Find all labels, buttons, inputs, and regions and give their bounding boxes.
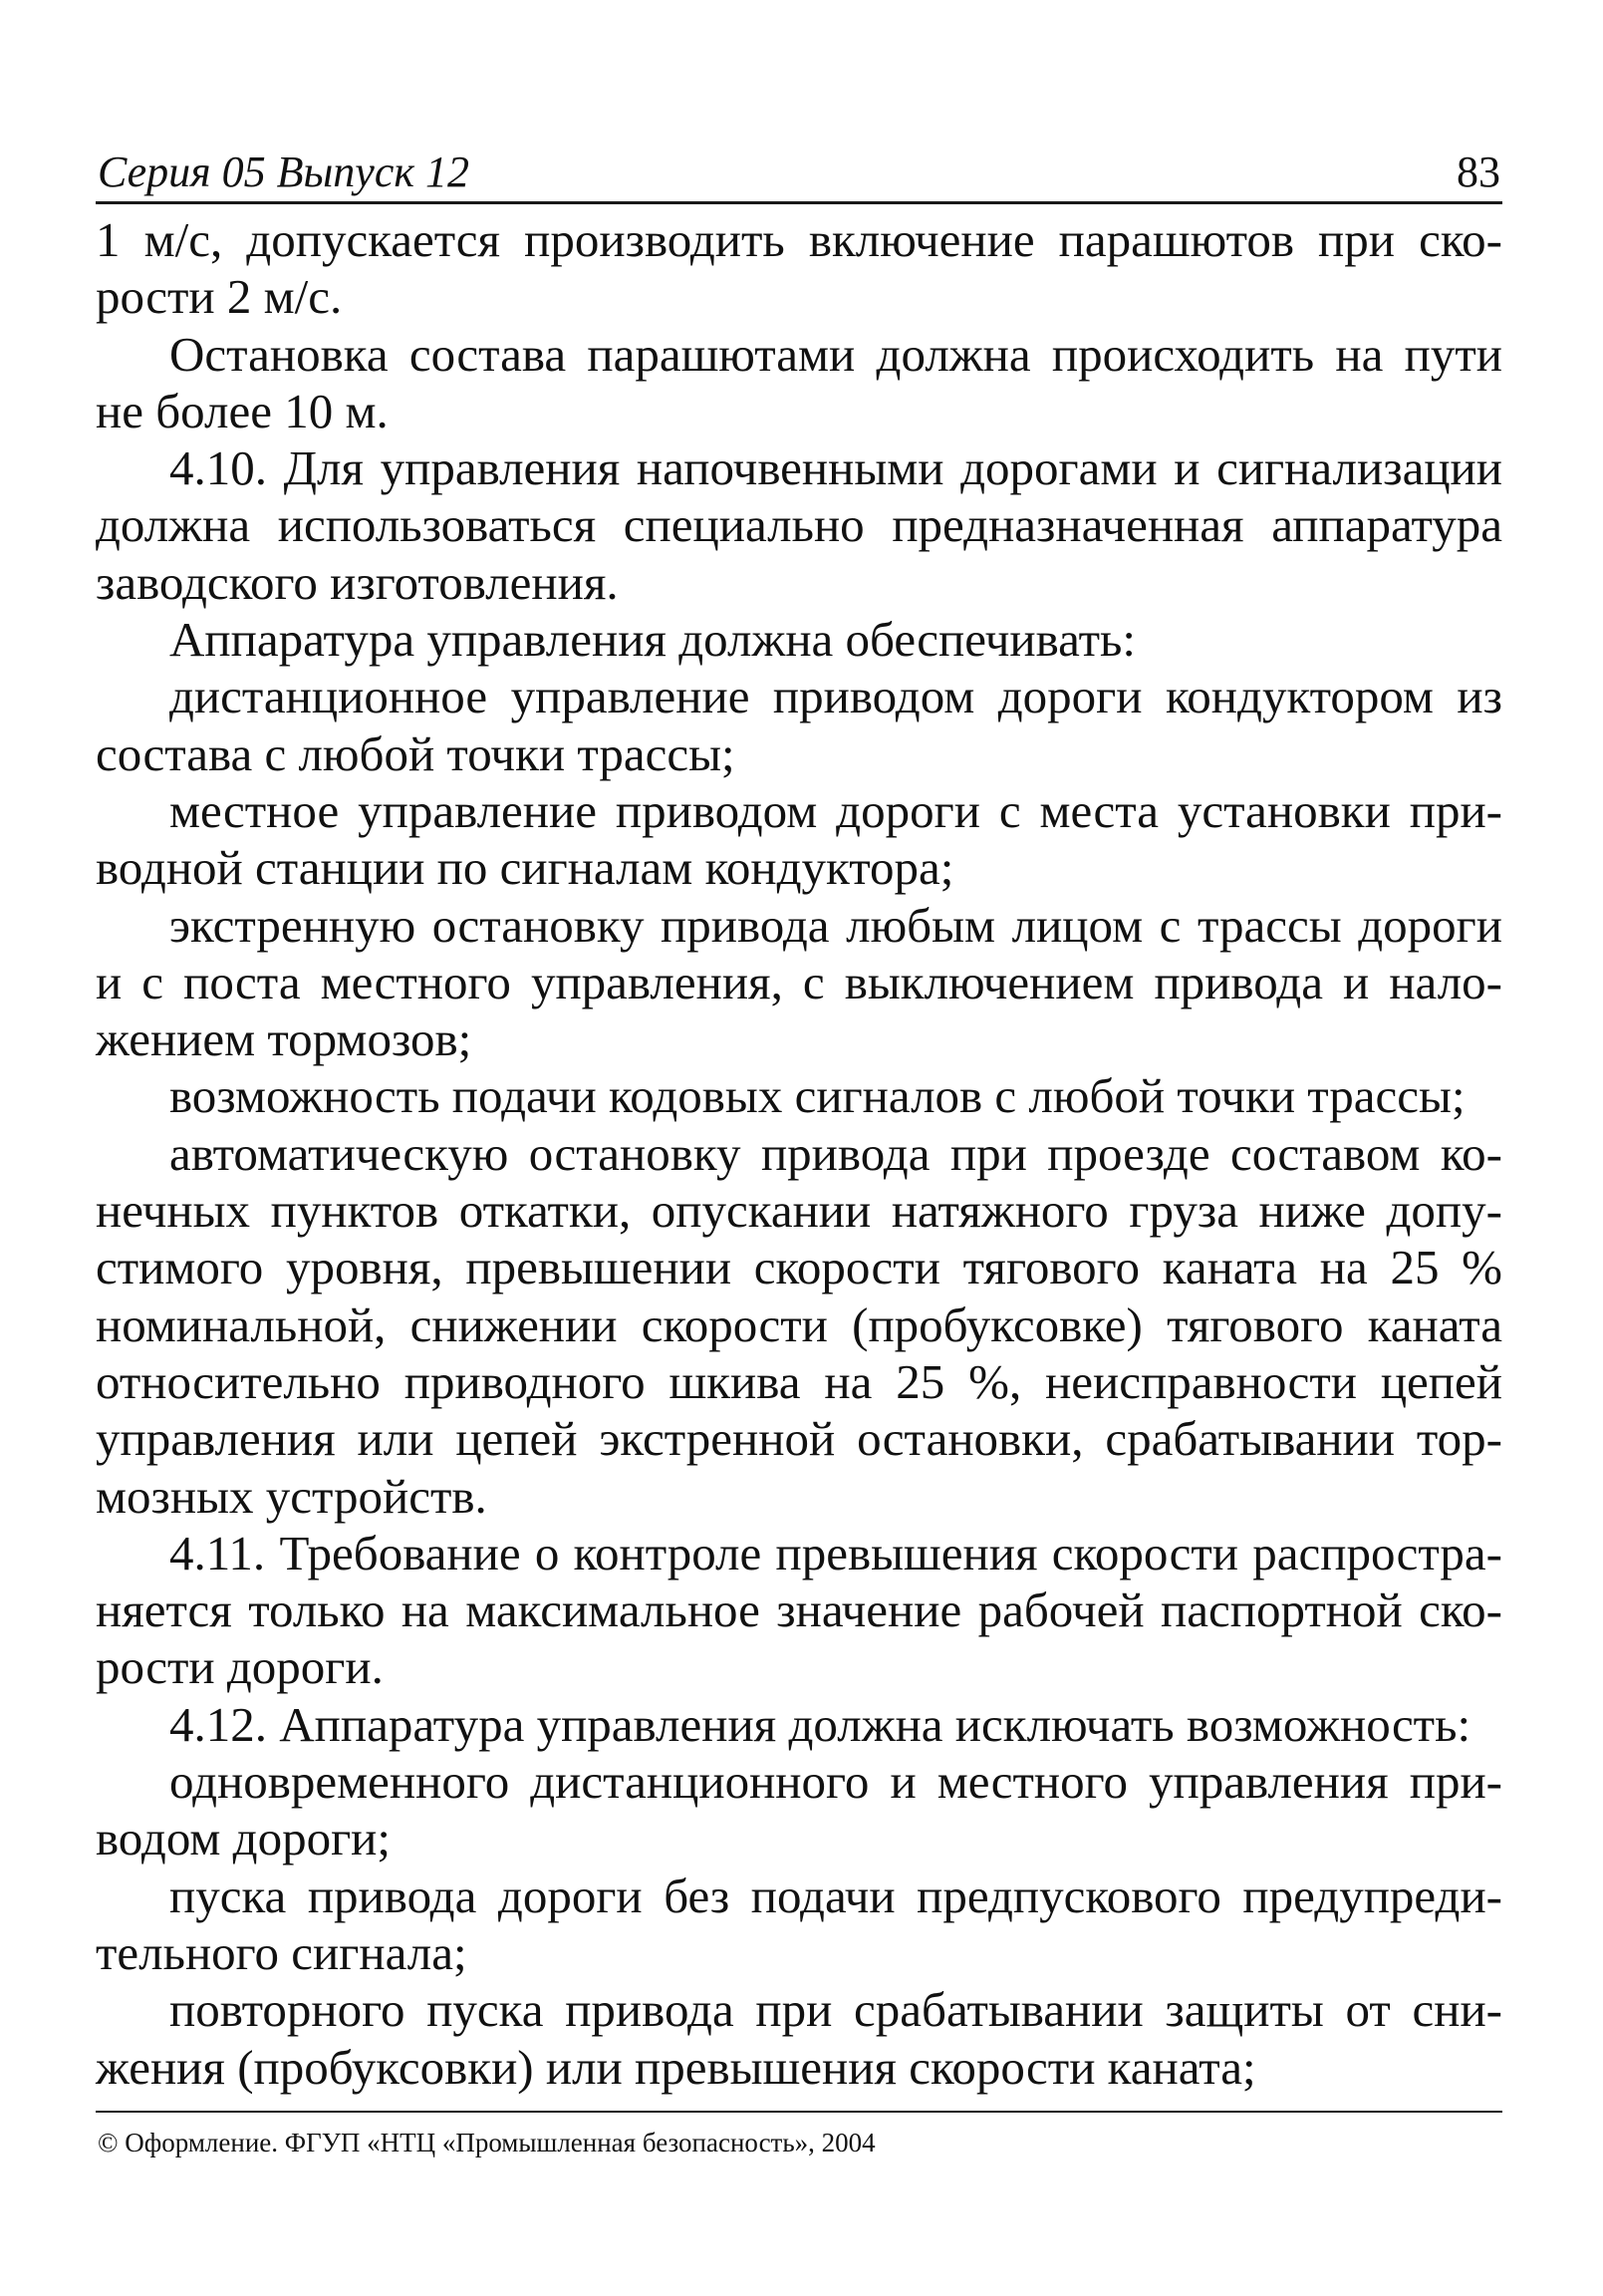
paragraph-clause-4-11: 4.11. Требование о контроле превышения скорости распространяется только на максимальное значение рабочей паспортной скорости дороги. bbox=[96, 1525, 1502, 1695]
list-item: местное управление приводом дороги с места установки приводной станции по сигналам кондуктора; bbox=[96, 782, 1502, 896]
paragraph-clause-4-12: 4.12. Аппаратура управления должна исключать возможность: bbox=[169, 1696, 1471, 1752]
list-item: возможность подачи кодовых сигналов с любой точки трассы; bbox=[169, 1068, 1466, 1124]
list-item: экстренную остановку привода любым лицом с трассы дороги и с поста местного управления, с выключением привода и наложением тормозов; bbox=[96, 897, 1502, 1067]
list-item: пуска привода дороги без подачи предпускового предупредительного сигнала; bbox=[96, 1867, 1502, 1980]
running-header bbox=[96, 145, 1502, 204]
paragraph: Аппаратура управления должна обеспечивать: bbox=[169, 612, 1136, 668]
page-number: 83 bbox=[1457, 147, 1500, 196]
footer-divider bbox=[96, 2111, 1502, 2113]
series-label: Серия 05 Выпуск 12 bbox=[98, 147, 469, 196]
paragraph-clause-4-10: 4.10. Для управления напочвенными дорогами и сигнализации должна использоваться специально предназначенная аппаратура заводского изготовления. bbox=[96, 440, 1502, 610]
document-page bbox=[96, 0, 1502, 2296]
paragraph: Остановка состава парашютами должна происходить на пути не более 10 м. bbox=[96, 326, 1502, 438]
paragraph-continuation: 1 м/с, допускается производить включение парашютов при скорости 2 м/с. bbox=[96, 212, 1502, 325]
body-text bbox=[96, 211, 1502, 2096]
list-item: дистанционное управление приводом дороги кондуктором из состава с любой точки трассы; bbox=[96, 669, 1502, 781]
list-item: одновременного дистанционного и местного управления приводом дороги; bbox=[96, 1754, 1502, 1866]
list-item: автоматическую остановку привода при проезде составом конечных пунктов откатки, опускании натяжного груза ниже допустимого уровня, превышении скорости тягового каната на 25 % номинальной, снижении скорости (пробуксовке) тягового каната относительно приводного шкива на 25 %, неисправности цепей управления или цепей экстренной остановки, срабатывании тормозных устройств. bbox=[96, 1125, 1502, 1524]
list-item: повторного пуска привода при срабатывании защиты от снижения (пробуксовки) или превышения скорости каната; bbox=[96, 1982, 1502, 2095]
footer-copyright: © Оформление. ФГУП «НТЦ «Промышленная безопасность», 2004 bbox=[98, 2128, 876, 2157]
